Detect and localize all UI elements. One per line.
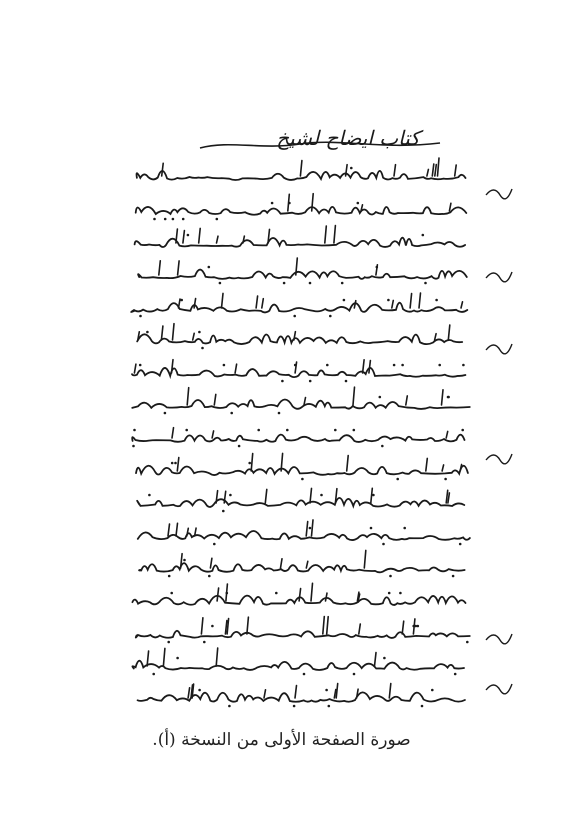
letter-stroke <box>311 583 313 601</box>
letter-stroke <box>295 686 297 699</box>
letter-stroke <box>359 624 361 634</box>
letter-stroke <box>265 489 267 503</box>
letter-dot <box>167 641 170 644</box>
letter-stroke <box>306 522 308 536</box>
letter-stroke <box>312 520 314 536</box>
letter-stroke <box>264 690 266 698</box>
letter-dot <box>271 202 274 205</box>
letter-dot <box>343 299 346 302</box>
letter-stroke <box>419 293 421 308</box>
handwritten-line <box>132 661 464 670</box>
letter-stroke <box>295 362 297 373</box>
letter-stroke <box>172 428 174 438</box>
margin-note <box>486 454 512 464</box>
handwritten-line <box>137 334 462 344</box>
letter-stroke <box>262 299 264 308</box>
letter-stroke <box>222 293 224 308</box>
letter-dot <box>345 380 348 383</box>
letter-dot <box>219 282 222 285</box>
letter-stroke <box>212 431 214 438</box>
handwritten-line <box>138 270 467 279</box>
letter-dot <box>208 266 211 269</box>
letter-dot <box>462 364 465 367</box>
letter-stroke <box>353 387 355 405</box>
letter-stroke <box>326 593 328 601</box>
letter-stroke <box>460 465 462 472</box>
letter-stroke <box>364 550 366 568</box>
letter-dot <box>286 429 289 432</box>
letter-stroke <box>193 333 195 340</box>
letter-dot <box>309 282 312 285</box>
letter-stroke <box>217 588 219 601</box>
letter-dot <box>459 543 462 546</box>
letter-dot <box>417 625 420 628</box>
letter-dot <box>435 299 438 302</box>
handwritten-line <box>138 692 465 701</box>
handwritten-line <box>136 207 467 215</box>
letter-dot <box>229 494 232 497</box>
letter-stroke <box>435 334 437 340</box>
handwritten-line <box>132 435 464 442</box>
letter-stroke <box>455 165 457 176</box>
letter-dot <box>294 364 297 367</box>
letter-stroke <box>446 431 448 438</box>
letter-stroke <box>210 558 212 568</box>
letter-stroke <box>448 493 450 503</box>
letter-stroke <box>325 226 327 243</box>
letter-stroke <box>187 528 189 536</box>
letter-stroke <box>427 169 429 176</box>
letter-stroke <box>178 261 180 275</box>
letter-stroke <box>251 454 253 472</box>
letter-dot <box>350 167 353 170</box>
letter-dot <box>461 429 464 432</box>
letter-dot <box>183 559 186 562</box>
handwritten-line <box>131 303 467 313</box>
letter-stroke <box>300 161 302 176</box>
letter-dot <box>381 445 384 448</box>
letter-stroke <box>217 236 219 243</box>
letter-stroke <box>442 390 444 405</box>
letter-stroke <box>183 231 185 243</box>
letter-dot <box>454 673 457 676</box>
letter-dot <box>216 218 219 221</box>
letter-dot <box>403 527 406 530</box>
letter-dot <box>248 462 251 465</box>
margin-note <box>486 344 512 354</box>
letter-stroke <box>410 294 412 309</box>
letter-dot <box>399 592 402 595</box>
handwritten-line <box>139 563 465 572</box>
letter-stroke <box>299 589 301 601</box>
letter-dot <box>393 364 396 367</box>
letter-dot <box>139 315 142 318</box>
letter-dot <box>401 364 404 367</box>
letter-dot <box>452 575 455 578</box>
letter-dot <box>257 429 260 432</box>
letter-dot <box>309 527 312 530</box>
letter-dot <box>438 364 441 367</box>
letter-dot <box>133 429 136 432</box>
letter-dot <box>223 364 226 367</box>
letter-dot <box>382 543 385 546</box>
letter-stroke <box>194 299 196 308</box>
margin-note <box>486 272 512 282</box>
letter-dot <box>396 478 399 481</box>
letter-dot <box>309 380 312 383</box>
letter-dot <box>164 412 167 415</box>
letter-dot <box>370 527 373 530</box>
letter-dot <box>146 331 149 334</box>
letter-stroke <box>176 523 178 536</box>
letter-stroke <box>363 360 365 373</box>
handwritten-line <box>136 631 470 638</box>
letter-dot <box>357 202 360 205</box>
letter-stroke <box>371 488 373 503</box>
letter-stroke <box>281 559 283 568</box>
letter-stroke <box>306 561 308 568</box>
letter-dot <box>444 478 447 481</box>
letter-dot <box>387 299 390 302</box>
letter-dot <box>388 592 391 595</box>
letter-stroke <box>179 299 181 308</box>
margin-note <box>486 684 512 694</box>
letter-stroke <box>389 684 391 698</box>
letter-stroke <box>188 688 190 698</box>
letter-stroke <box>162 163 164 176</box>
letter-stroke <box>435 165 437 177</box>
letter-stroke <box>310 488 312 503</box>
letter-dot <box>153 218 156 221</box>
letter-dot <box>208 575 211 578</box>
letter-dot <box>303 673 306 676</box>
letter-dot <box>203 641 206 644</box>
letter-dot <box>288 202 291 205</box>
letter-stroke <box>199 228 201 243</box>
letter-stroke <box>354 301 356 308</box>
letter-dot <box>422 234 425 237</box>
letter-dot <box>201 347 204 350</box>
letter-dot <box>325 689 328 692</box>
manuscript-title: كتاب ايضاح لشيخ <box>276 126 420 150</box>
letter-dot <box>293 705 296 708</box>
letter-stroke <box>392 300 394 308</box>
letter-dot <box>320 494 323 497</box>
letter-stroke <box>172 360 174 373</box>
letter-dot <box>198 689 201 692</box>
letter-dot <box>170 592 173 595</box>
letter-dot <box>301 478 304 481</box>
letter-stroke <box>438 158 440 176</box>
letter-dot <box>168 575 171 578</box>
letter-dot <box>171 462 174 465</box>
letter-stroke <box>214 394 216 405</box>
letter-stroke <box>235 364 237 373</box>
letter-stroke <box>226 584 228 601</box>
letter-dot <box>222 510 225 513</box>
letter-dot <box>164 218 167 221</box>
letter-stroke <box>216 648 218 666</box>
letter-dot <box>213 543 216 546</box>
figure-caption: صورة الصفحة الأولى من النسخة (أ). <box>152 730 411 750</box>
handwritten-lines <box>131 158 512 707</box>
letter-dot <box>283 282 286 285</box>
letter-dot <box>185 429 188 432</box>
letter-stroke <box>461 302 463 308</box>
letter-dot <box>132 445 135 448</box>
handwritten-line <box>132 368 465 377</box>
letter-dot <box>466 641 469 644</box>
handwritten-line <box>137 498 464 507</box>
letter-dot <box>182 218 185 221</box>
letter-dot <box>152 673 155 676</box>
letter-stroke <box>177 458 179 471</box>
letter-dot <box>353 673 356 676</box>
letter-stroke <box>163 648 165 666</box>
letter-dot <box>230 412 233 415</box>
letter-dot <box>211 625 214 628</box>
handwritten-line <box>132 399 470 408</box>
letter-dot <box>228 705 231 708</box>
letter-stroke <box>159 261 161 275</box>
letter-dot <box>383 657 386 660</box>
letter-dot <box>447 396 450 399</box>
margin-note <box>486 634 512 644</box>
letter-dot <box>281 380 284 383</box>
letter-stroke <box>187 388 189 405</box>
letter-stroke <box>406 396 408 405</box>
letter-dot <box>187 234 190 237</box>
letter-stroke <box>327 617 329 634</box>
letter-stroke <box>426 458 428 471</box>
letter-dot <box>379 396 382 399</box>
letter-dot <box>334 429 337 432</box>
letter-dot <box>326 364 329 367</box>
letter-stroke <box>201 618 203 634</box>
letter-stroke <box>432 164 434 176</box>
letter-stroke <box>134 364 136 373</box>
letter-stroke <box>168 524 170 536</box>
letter-stroke <box>394 165 396 176</box>
letter-dot <box>329 315 332 318</box>
letter-stroke <box>402 621 404 634</box>
letter-dot <box>174 462 177 465</box>
letter-dot <box>176 657 179 660</box>
letter-dot <box>278 412 281 415</box>
letter-dot <box>198 331 201 334</box>
letter-dot <box>328 705 331 708</box>
letter-stroke <box>256 296 258 308</box>
letter-dot <box>148 494 151 497</box>
letter-stroke <box>161 326 163 340</box>
letter-stroke <box>347 456 349 472</box>
handwritten-line <box>136 466 468 475</box>
letter-dot <box>421 705 424 708</box>
letter-dot <box>353 429 356 432</box>
letter-dot <box>238 445 241 448</box>
letter-dot <box>424 282 427 285</box>
letter-stroke <box>323 617 325 634</box>
letter-stroke <box>334 226 336 243</box>
letter-stroke <box>369 361 371 374</box>
letter-stroke <box>448 325 450 340</box>
letter-dot <box>172 218 175 221</box>
letter-dot <box>139 364 142 367</box>
letter-dot <box>293 315 296 318</box>
letter-stroke <box>336 684 338 698</box>
letter-stroke <box>173 324 175 340</box>
letter-stroke <box>442 465 444 471</box>
letter-stroke <box>247 617 249 634</box>
letter-stroke <box>312 194 314 211</box>
letter-dot <box>275 592 278 595</box>
letter-stroke <box>375 653 377 666</box>
letter-dot <box>431 689 434 692</box>
margin-note <box>486 189 512 199</box>
letter-dot <box>341 282 344 285</box>
letter-stroke <box>449 203 451 211</box>
letter-dot <box>389 575 392 578</box>
